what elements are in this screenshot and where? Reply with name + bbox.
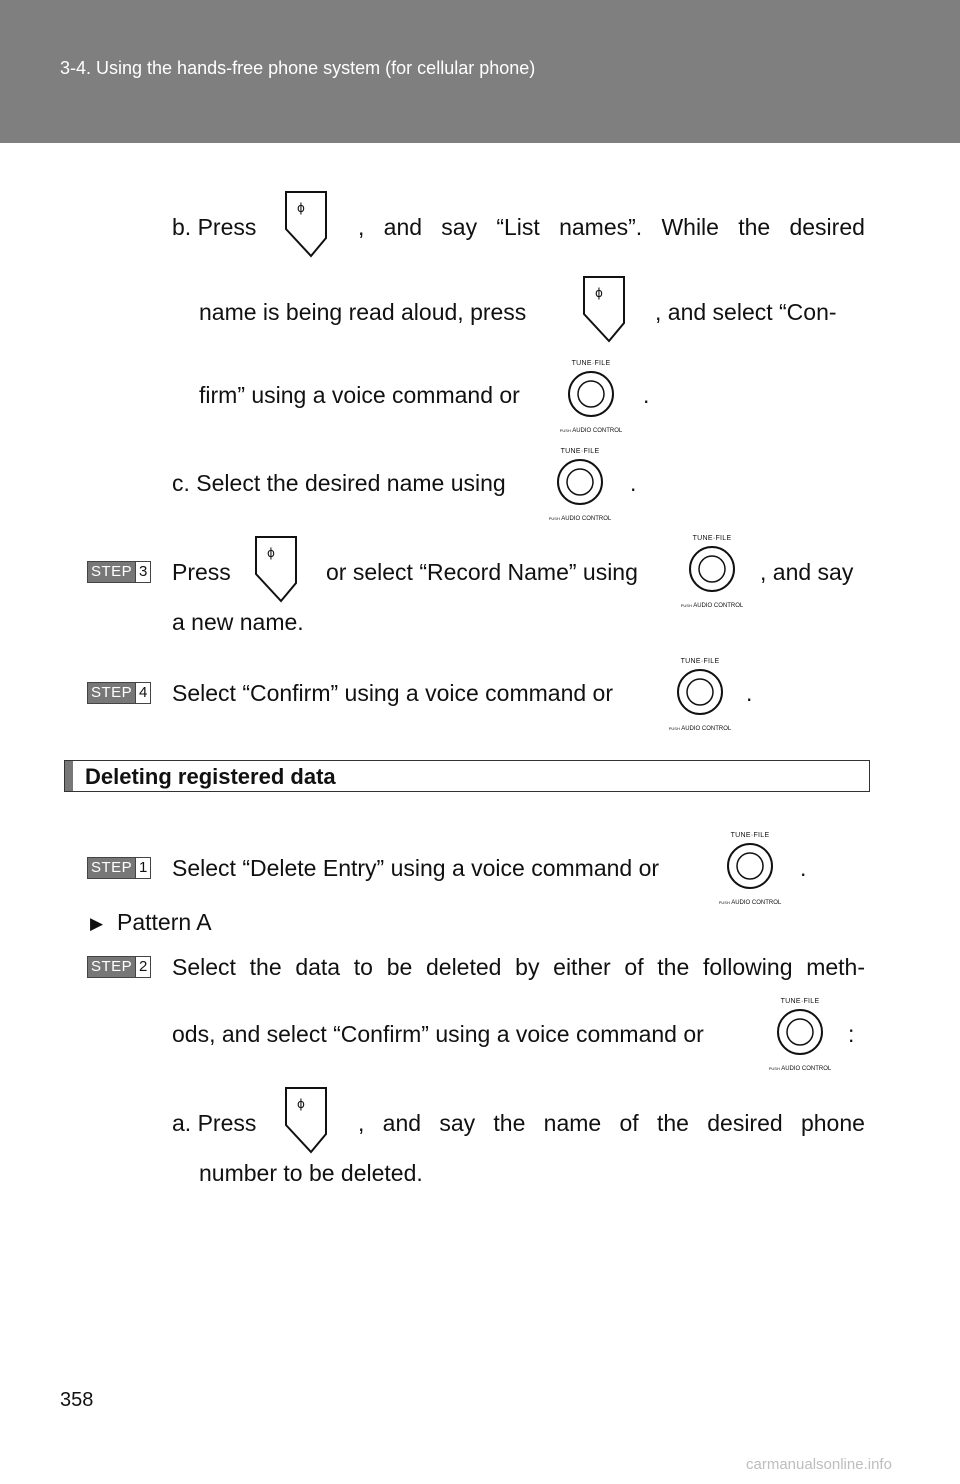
svg-text:ɸ: ɸ [267,546,275,560]
word: phone [800,1110,865,1136]
step-label: STEP [88,858,135,878]
c-text: c. Select the desired name using [172,470,506,496]
tune-file-knob-icon [754,998,846,1072]
page-number: 358 [60,1389,94,1411]
a-press-text: a. Press [172,1110,257,1136]
knob-bottom-label: PUSH AUDIO CONTROL [768,1066,832,1072]
word: of [619,1110,639,1136]
svg-text:ɸ: ɸ [297,1097,305,1111]
knob-dial-icon [567,370,615,418]
word: the [656,1110,689,1136]
word: Select [172,954,236,980]
word: and [383,214,423,240]
word: desired [707,1110,783,1136]
talk-switch-icon [283,190,329,258]
knob-top-label: TUNE·FILE [560,448,600,455]
tune-file-knob-icon [704,832,796,906]
word: the [657,954,690,980]
word: name [543,1110,602,1136]
page-header [0,0,960,143]
word: say [439,1110,476,1136]
section-bar [65,761,73,791]
word: be [386,954,413,980]
knob-dial-icon [726,842,774,890]
word: data [295,954,341,980]
step-badge [87,682,151,704]
knob-bottom-label: PUSH AUDIO CONTROL [668,726,732,732]
step3-b: or select “Record Name” using [326,559,638,585]
knob-dial-icon [676,668,724,716]
b-line2-b: , and select “Con- [655,299,837,325]
word: the [738,214,771,240]
knob-bottom-label: PUSH AUDIO CONTROL [718,900,782,906]
svg-text:ɸ: ɸ [595,286,603,300]
word: names”. [559,214,643,240]
step-number: 1 [135,858,150,878]
b-line2-a: name is being read aloud, press [199,299,527,325]
step-label: STEP [88,683,135,703]
word: “List [496,214,540,240]
a-line1-rest [358,1109,865,1137]
word: say [441,214,478,240]
knob-top-label: TUNE·FILE [571,360,611,367]
step2-line1 [172,953,865,981]
talk-switch-icon [581,275,627,343]
step-label: STEP [88,562,135,582]
step-label: STEP [88,957,135,977]
b-line1-rest [358,213,865,241]
talk-switch-icon [283,1086,329,1154]
tune-file-knob-icon [654,658,746,732]
pattern-label: Pattern A [117,909,212,935]
pattern-marker-icon: ▶ [90,914,104,933]
step1-end: . [800,855,807,881]
step1-text: Select “Delete Entry” using a voice command or [172,855,660,881]
section-title: 3-4. Using the hands-free phone system (for cellular phone) [60,58,536,78]
word: and [382,1110,422,1136]
section-header [64,760,870,792]
step4-text: Select “Confirm” using a voice command or [172,680,613,706]
word: deleted [425,954,502,980]
step-number: 4 [135,683,150,703]
step2-line2: ods, and select “Confirm” using a voice command or [172,1021,704,1047]
b-line3-a: firm” using a voice command or [199,382,520,408]
word: , [358,1110,365,1136]
word: the [249,954,282,980]
word: While [661,214,719,240]
tune-file-knob-icon [534,448,626,522]
b-line3-end: . [643,382,650,408]
knob-bottom-label: PUSH AUDIO CONTROL [680,603,744,609]
knob-dial-icon [688,545,736,593]
knob-bottom-label: PUSH AUDIO CONTROL [548,516,612,522]
knob-dial-icon [556,458,604,506]
a-line2: number to be deleted. [199,1160,423,1186]
knob-dial-icon [776,1008,824,1056]
c-end: . [630,470,637,496]
word: either [553,954,611,980]
step3-a: Press [172,559,231,585]
svg-text:ɸ: ɸ [297,201,305,215]
word: of [624,954,644,980]
word: following [702,954,793,980]
word: to [353,954,373,980]
step-number: 3 [135,562,150,582]
tune-file-knob-icon [545,360,637,434]
step3-c: , and say [760,559,854,585]
step-number: 2 [135,957,150,977]
word: desired [789,214,865,240]
section-heading: Deleting registered data [85,764,336,789]
knob-top-label: TUNE·FILE [680,658,720,665]
knob-top-label: TUNE·FILE [730,832,770,839]
word: , [358,214,365,240]
step-badge [87,561,151,583]
step2-line2-end: : [848,1021,855,1047]
step3-line2: a new name. [172,609,304,635]
word: the [493,1110,526,1136]
talk-switch-icon [253,535,299,603]
tune-file-knob-icon [666,535,758,609]
b-press-text: b. Press [172,214,257,240]
step4-end: . [746,680,753,706]
word: meth- [806,954,865,980]
step-badge [87,956,151,978]
knob-top-label: TUNE·FILE [780,998,820,1005]
knob-top-label: TUNE·FILE [692,535,732,542]
watermark-text: carmanualsonline.info [746,1456,892,1473]
step-badge [87,857,151,879]
word: by [515,954,540,980]
knob-bottom-label: PUSH AUDIO CONTROL [559,428,623,434]
